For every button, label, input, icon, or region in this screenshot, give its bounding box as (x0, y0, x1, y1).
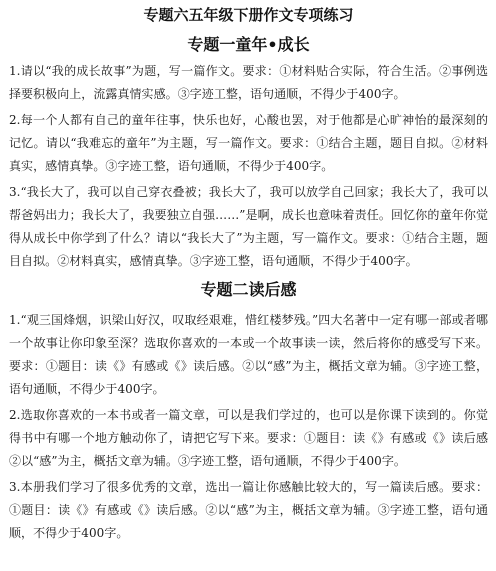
section-heading: 专题一童年•成长 (187, 35, 310, 54)
prompt-item: 3.“我长大了，我可以自己穿衣叠被；我长大了，我可以放学自己回家；我长大了，我可以帮爸妈出力；我长大了，我要独立自强……”是啊，成长也意味着责任。回忆你的童年你觉得从成长中你学到了什么？请以“我长大了”为主题，写一篇作文。要求：①结合主题，题目自拟。②材料真实，感情真挚。③字迹工整，语句通顺，不得少于400字。 (9, 185, 488, 268)
section-reading-reflection (9, 279, 488, 545)
prompt-item: 2.每一个人都有自己的童年往事，快乐也好，心酸也罢，对于他都是心旷神怡的最深刻的记忆。请以“我难忘的童年”为主题，写一篇作文。要求：①结合主题，题目自拟。②材料真实，感情真挚。③字迹工整，语句通顺，不得少于400字。 (9, 113, 488, 173)
prompt-item: 1.“观三国烽烟，识梁山好汉，叹取经艰难，惜红楼梦残。”四大名著中一定有哪一部或者哪一个故事让你印象至深？选取你喜欢的一本或一个故事读一读，然后将你的感受写下来。要求：①题目：读《》有感或《》读后感。②以“感”为主，概括文章为辅。③字迹工整，语句通顺，不得少于400字。 (9, 313, 488, 396)
prompt-item: 3.本册我们学习了很多优秀的文章，选出一篇让你感触比较大的，写一篇读后感。要求：①题目：读《》有感或《》读后感。②以“感”为主，概括文章为辅。③字迹工整，语句通顺，不得少于400字。 (9, 480, 488, 540)
document-title: 专题六五年级下册作文专项练习 (143, 6, 354, 24)
prompt-item: 1.请以“我的成长故事”为题，写一篇作文。要求：①材料贴合实际，符合生活。②事例选择要积极向上，流露真情实感。③字迹工整，语句通顺，不得少于400字。 (9, 64, 488, 101)
section-childhood-growth (9, 34, 488, 273)
section-heading: 专题二读后感 (200, 280, 297, 299)
prompt-item: 2.选取你喜欢的一本书或者一篇文章，可以是我们学过的，也可以是你课下读到的。你觉得书中有哪一个地方触动你了，请把它写下来。要求：①题目：读《》有感或《》读后感②以“感”为主，概括文章为辅。③字迹工整，语句通顺，不得少于400字。 (9, 408, 488, 468)
